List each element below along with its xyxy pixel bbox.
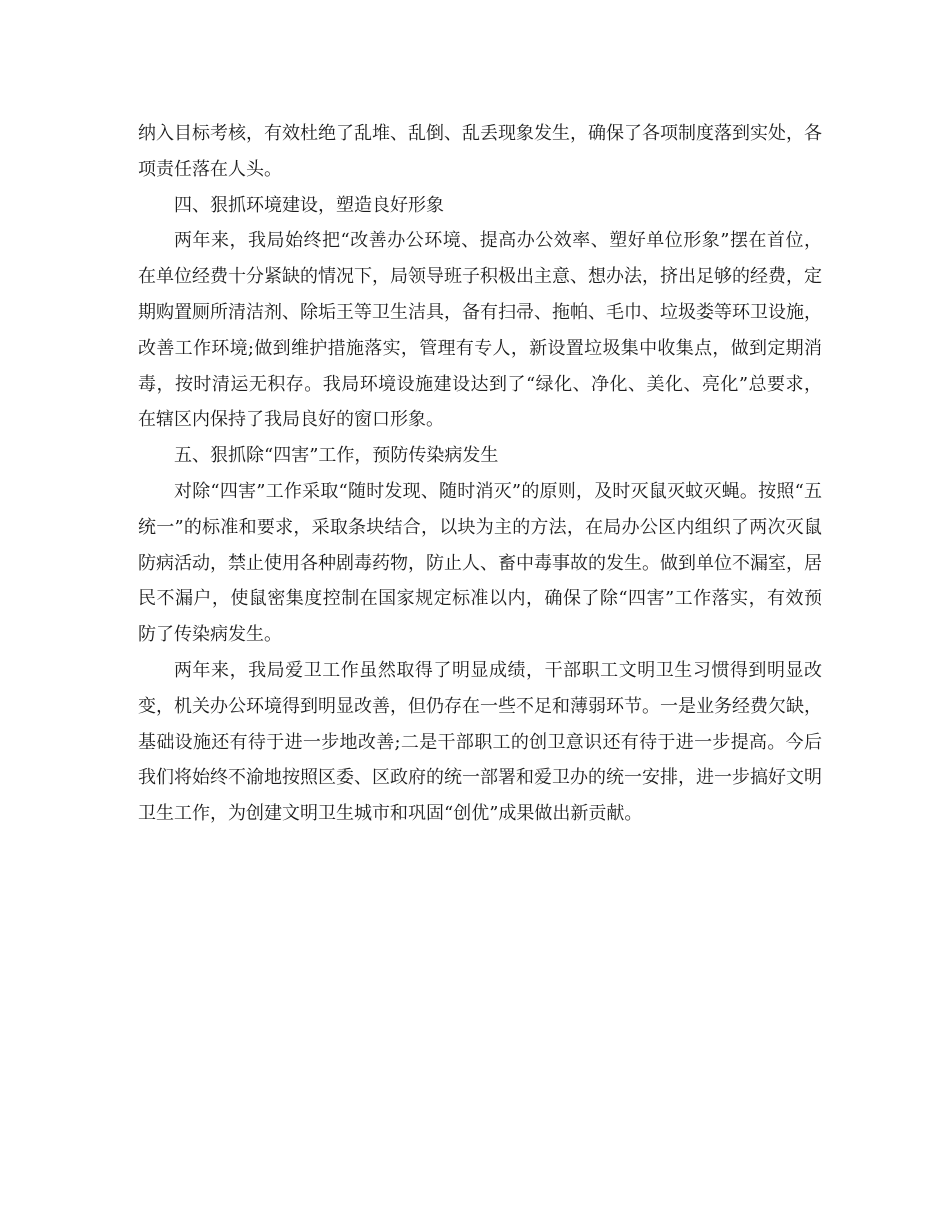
paragraph-four-pests: 对除“四害”工作采取“随时发现、随时消灭”的原则，及时灭鼠灭蚊灭蝇。按照“五统一”的标准和要求，采取条块结合，以块为主的方法，在局办公区内组织了两次灭鼠防病活动，禁止使用各种剧毒药物，防止人、畜中毒事故的发生。做到单位不漏室，居民不漏户，使鼠密集度控制在国家规定标准以内，确保了除“四害”工作落实，有效预防了传染病发生。	[138, 480, 822, 646]
document-body	[138, 116, 822, 832]
section-heading-environment: 四、狠抓环境建设，塑造良好形象	[174, 194, 444, 216]
section-heading-four-pests: 五、狠抓除“四害”工作，预防传染病发生	[174, 445, 499, 467]
paragraph-summary: 两年来，我局爱卫工作虽然取得了明显成绩，干部职工文明卫生习惯得到明显改变，机关办公环境得到明显改善，但仍存在一些不足和薄弱环节。一是业务经费欠缺，基础设施还有待于进一步地改善;二是干部职工的创卫意识还有待于进一步提高。今后我们将始终不渝地按照区委、区政府的统一部署和爱卫办的统一安排，进一步搞好文明卫生工作，为创建文明卫生城市和巩固“创优”成果做出新贡献。	[138, 659, 822, 825]
paragraph-environment: 两年来，我局始终把“改善办公环境、提高办公效率、塑好单位形象”摆在首位，在单位经费十分紧缺的情况下，局领导班子积极出主意、想办法，挤出足够的经费，定期购置厕所清洁剂、除垢王等卫生洁具，备有扫帚、拖帕、毛巾、垃圾娄等环卫设施，改善工作环境;做到维护措施落实，管理有专人，新设置垃圾集中收集点，做到定期消毒，按时清运无积存。我局环境设施建设达到了“绿化、净化、美化、亮化”总要求，在辖区内保持了我局良好的窗口形象。	[138, 230, 822, 431]
paragraph-continuation: 纳入目标考核，有效杜绝了乱堆、乱倒、乱丢现象发生，确保了各项制度落到实处，各项责任落在人头。	[138, 123, 822, 180]
